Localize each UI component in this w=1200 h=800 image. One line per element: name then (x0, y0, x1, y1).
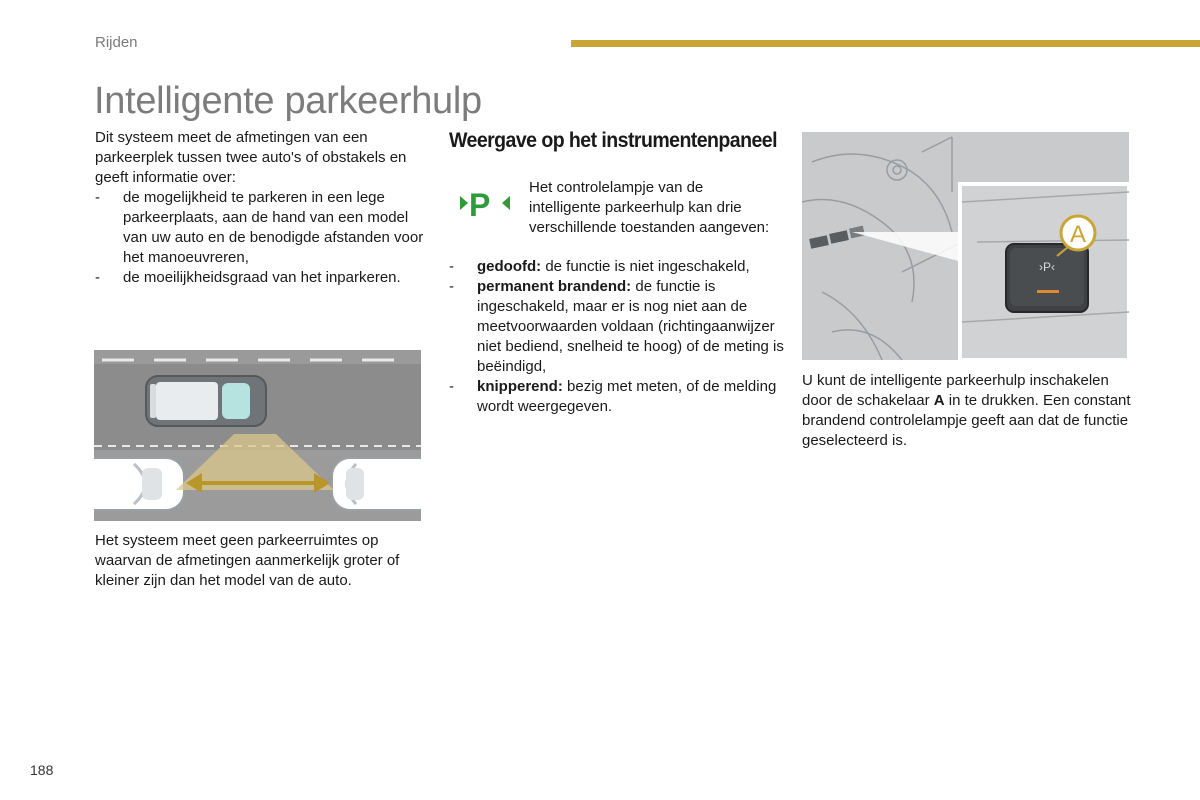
page-title: Intelligente parkeerhulp (94, 80, 482, 122)
lamp-description: Het controlelampje van de intelligente parkeerhulp kan drie verschillende toestanden aangeven: (529, 179, 770, 236)
intro-bullet-list (95, 188, 425, 288)
list-item: - de moeilijkheidsgraad van het inparkeren. (95, 269, 401, 286)
list-item: - gedoofd: de functie is niet ingeschakeld, (449, 258, 750, 275)
header-accent-bar (571, 40, 1200, 47)
page-number: 188 (30, 762, 54, 778)
button-symbol: ›P‹ (1039, 260, 1055, 274)
parking-assist-lamp-icon (458, 186, 514, 220)
intro-paragraph: Dit systeem meet de afmetingen van een parkeerplek tussen twee auto's of obstakels en geeft informatie over: (95, 129, 407, 186)
state-label: permanent brandend: (477, 278, 632, 295)
lamp-states-list (449, 257, 789, 417)
list-item: - knipperend: bezig met meten, of de melding wordt weergegeven. (449, 378, 777, 415)
state-label: knipperend: (477, 378, 563, 395)
switch-instruction: U kunt de intelligente parkeerhulp inschakelen door de schakelaar A in te drukken. Een constant brandend controlelampje geeft aan dat de functie geselecteerd is. (802, 372, 1131, 449)
list-item: - de mogelijkheid te parkeren in een lege parkeerplaats, aan de hand van een model van uw auto en de benodigde afstanden voor het manoeuvreren, (95, 189, 424, 266)
section-label: Rijden (95, 34, 138, 51)
switch-reference: A (933, 392, 945, 409)
parking-space-illustration (94, 350, 421, 521)
state-label: gedoofd: (477, 258, 542, 275)
dashboard-switch-illustration (802, 132, 1129, 360)
illustration-caption: Het systeem meet geen parkeerruimtes op waarvan de afmetingen aanmerkelijk groter of kleiner zijn dan het model van de auto. (95, 532, 400, 589)
section-heading: Weergave op het instrumentenpaneel (449, 129, 777, 152)
list-item: - permanent brandend: de functie is ingeschakeld, maar er is nog niet aan de meetvoorwaarden voldaan (richtingaanwijzer niet bediend, snelheid te hoog) of de meting is beëindigd, (449, 278, 784, 375)
lamp-letter: P (469, 187, 491, 220)
callout-a-label: A (1069, 221, 1087, 248)
